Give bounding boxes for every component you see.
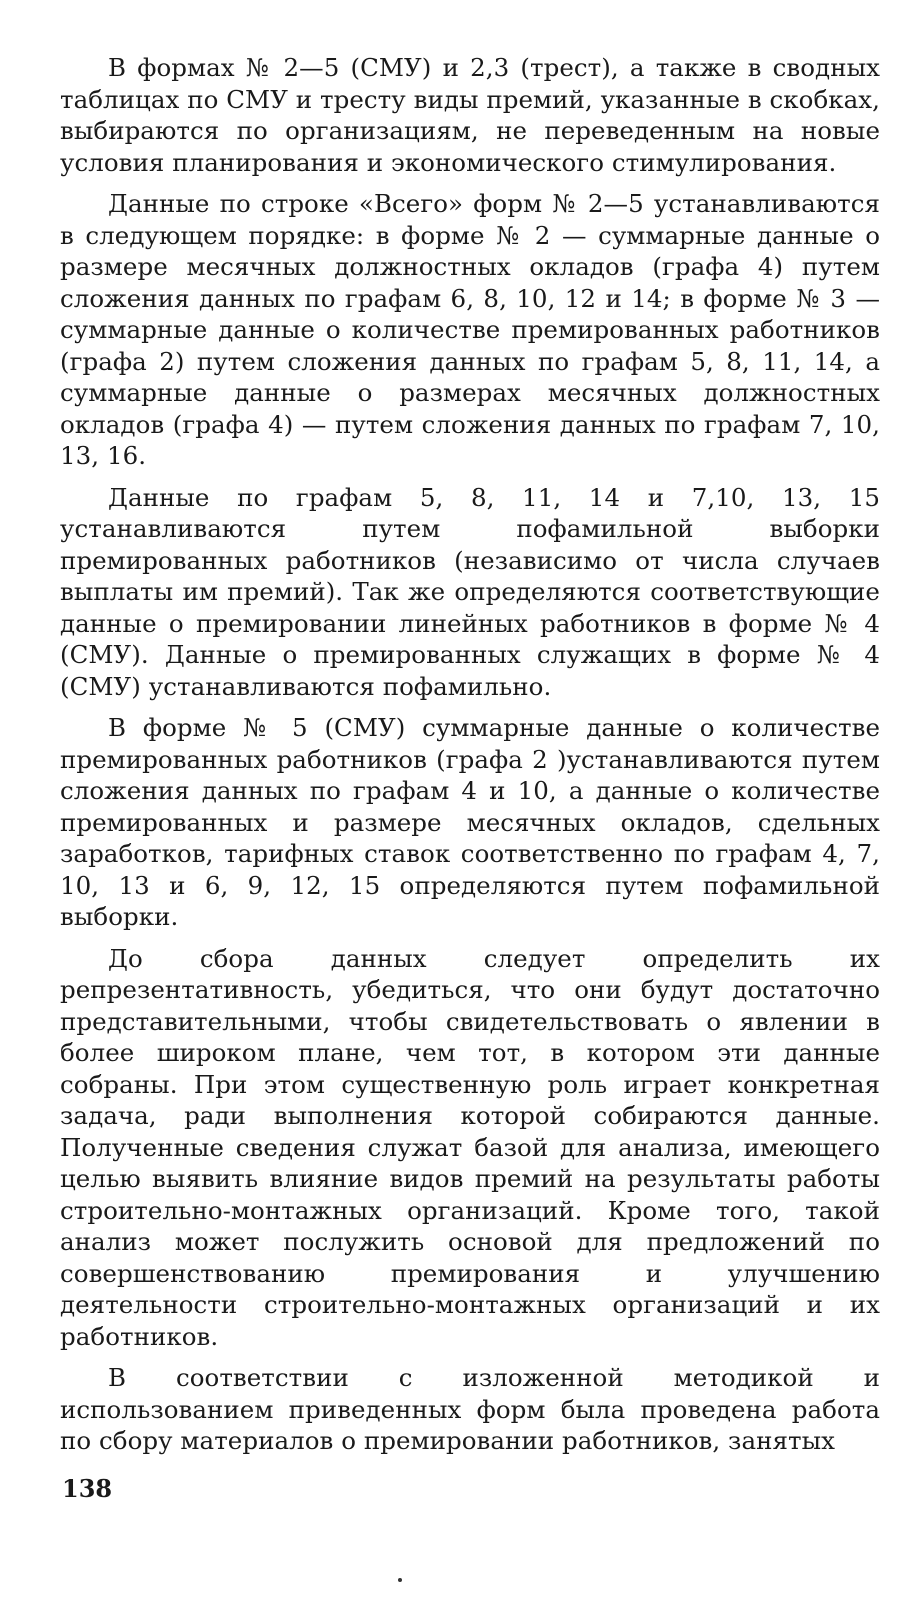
paragraph-5: До сбора данных следует определить их репрезентативность, убедиться, что они будут достаточно представительными, чтобы свидетельствовать о явлении в более широком плане, чем тот, в котором эти данные собраны. При этом существенную роль играет конкретная задача, ради выполнения которой собираются данные. Полученные сведения служат базой для анализа, имеющего целью выявить влияние видов премий на результаты работы строительно-монтажных организаций. Кроме того, такой анализ может послужить основой для предложений по совершенствованию премирования и улучшению деятельности строительно-монтажных организаций и их работников. — [60, 943, 880, 1351]
page-number: 138 — [62, 1474, 113, 1503]
paragraph-6: В соответствии с изложенной методикой и использованием приведенных форм была проведена работа по сбору материалов о премировании работников, занятых — [60, 1363, 880, 1455]
print-speck — [398, 1578, 402, 1582]
paragraph-2: Данные по строке «Всего» форм № 2—5 устанавливаются в следующем порядке: в форме № 2 — суммарные данные о размере месячных должностных окладов (графа 4) путем сложения данных по графам 6, 8, 10, 12 и 14; в форме № 3 — суммарные данные о количестве премированных работников (графа 2) путем сложения данных по графам 5, 8, 11, 14, а суммарные данные о размерах месячных должностных окладов (графа 4) — путем сложения данных по графам 7, 10, 13, 16. — [60, 189, 880, 470]
paragraph-4: В форме № 5 (СМУ) суммарные данные о количестве премированных работников (графа 2 )устанавливаются путем сложения данных по графам 4 и 10, а данные о количестве премированных и размере месячных окладов, сдельных заработков, тарифных ставок соответственно по графам 4, 7, 10, 13 и 6, 9, 12, 15 определяются путем пофамильной выборки. — [60, 713, 880, 931]
page-text-body — [60, 52, 880, 1467]
paragraph-1: В формах № 2—5 (СМУ) и 2,3 (трест), а также в сводных таблицах по СМУ и тресту виды премий, указанные в скобках, выбираются по организациям, не переведенным на новые условия планирования и экономического стимулирования. — [60, 53, 880, 177]
paragraph-3: Данные по графам 5, 8, 11, 14 и 7,10, 13, 15 устанавливаются путем пофамильной выборки премированных работников (независимо от числа случаев выплаты им премий). Так же определяются соответствующие данные о премировании линейных работников в форме № 4 (СМУ). Данные о премированных служащих в форме № 4 (СМУ) устанавливаются пофамильно. — [60, 482, 880, 701]
